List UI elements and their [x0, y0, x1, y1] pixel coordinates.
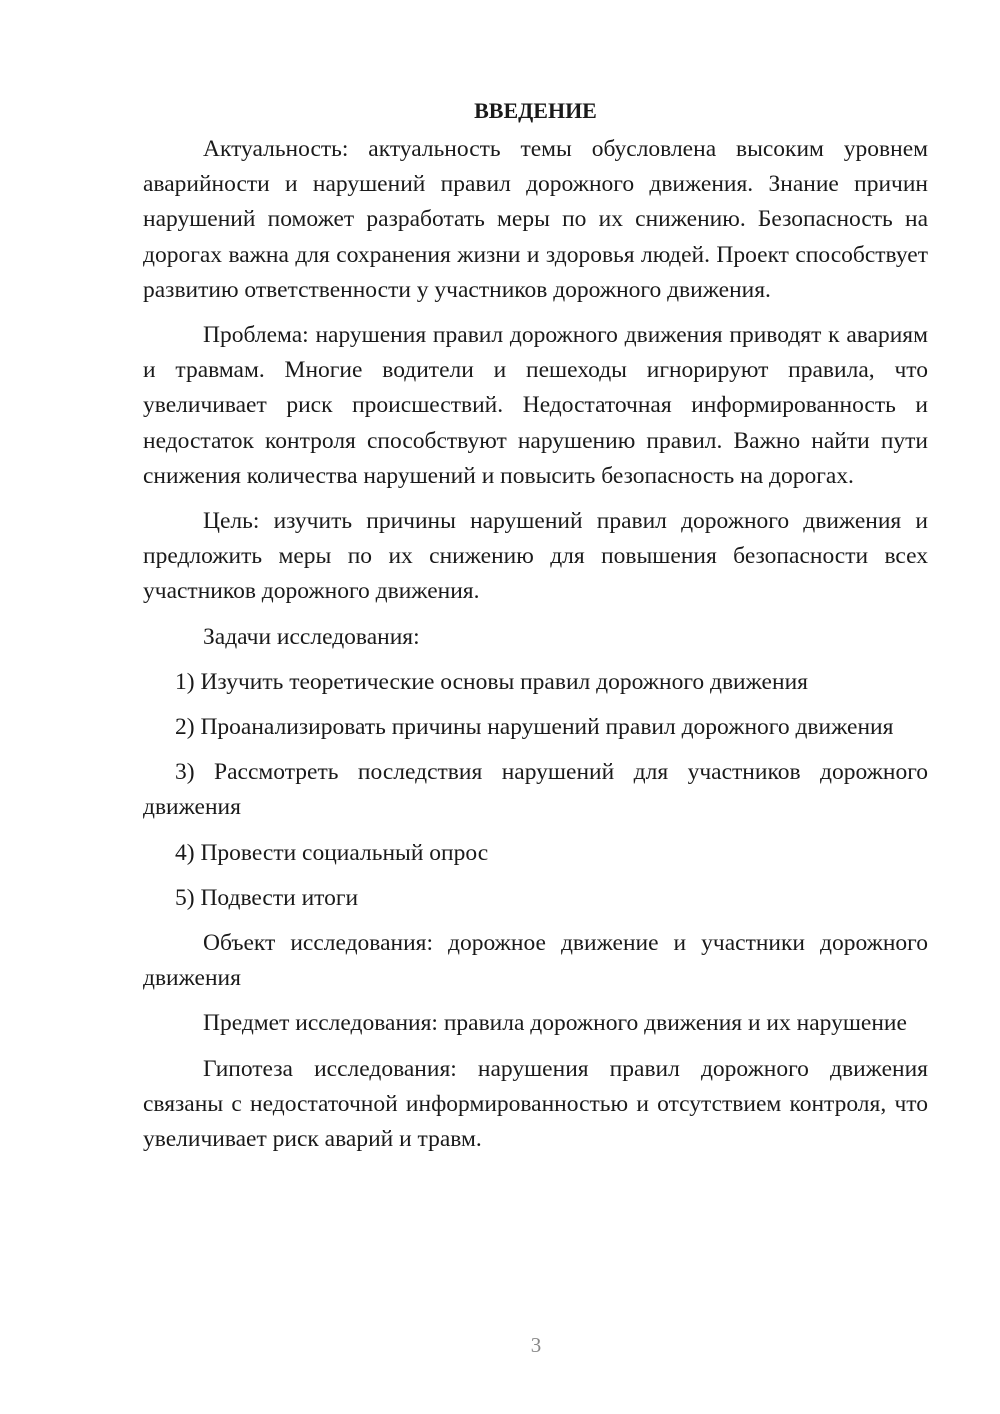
- tasks-heading: Задачи исследования:: [203, 623, 420, 650]
- goal-paragraph: Цель: изучить причины нарушений правил дорожного движения и предложить меры по их снижению для повышения безопасности всех участников дорожного движения.: [143, 508, 928, 605]
- task-item-3: 3) Рассмотреть последствия нарушений для участников дорожного движения: [143, 759, 928, 821]
- task-item-2: 2) Проанализировать причины нарушений правил дорожного движения: [175, 714, 894, 741]
- hypothesis-paragraph: Гипотеза исследования: нарушения правил дорожного движения связаны с недостаточной информированностью и отсутствием контроля, что увеличивает риск аварий и травм.: [143, 1055, 928, 1153]
- object-paragraph: Объект исследования: дорожное движение и участники дорожного движения: [143, 930, 928, 992]
- task-item-4: 4) Провести социальный опрос: [175, 839, 489, 866]
- page-number: 3: [530, 1333, 542, 1357]
- section-heading: ВВЕДЕНИЕ: [474, 98, 597, 123]
- task-item-1: 1) Изучить теоретические основы правил дорожного движения: [175, 668, 808, 695]
- task-item-5: 5) Подвести итоги: [175, 884, 359, 911]
- relevance-paragraph: Актуальность: актуальность темы обусловлена высоким уровнем аварийности и нарушений правил дорожного движения. Знание причин нарушений поможет разработать меры по их снижению. Безопасность на дорогах важна для сохранения жизни и здоровья людей. Проект способствует развитию ответственности у участников дорожного движения.: [143, 136, 928, 303]
- page-content: [143, 93, 928, 1157]
- problem-paragraph: Проблема: нарушения правил дорожного движения приводят к авариям и травмам. Многие водители и пешеходы игнорируют правила, что увеличивает риск происшествий. Недостаточная информированность и недостаток контроля способствуют нарушению правил. Важно найти пути снижения количества нарушений и повысить безопасность на дорогах.: [143, 322, 928, 489]
- subject-paragraph: Предмет исследования: правила дорожного движения и их нарушение: [203, 1010, 907, 1037]
